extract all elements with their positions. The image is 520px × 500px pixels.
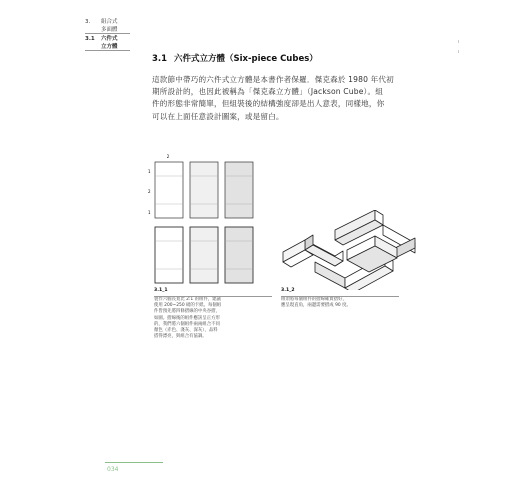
piece-white — [155, 162, 183, 218]
caption-line: 顏色（赤色、淺灰、深灰），品料 — [154, 328, 218, 334]
dimension-label-top: 2 — [166, 154, 170, 159]
toc-number: 3.1 — [85, 36, 95, 42]
body-line: 件的形態非常簡單，但組裝後的結構強度卻是出人意表，同樣地，你 — [152, 99, 385, 109]
caption-number: 3.1_1 — [154, 288, 168, 293]
figure-folded-pieces — [275, 210, 425, 290]
body-paragraph — [152, 74, 452, 123]
caption-rule — [281, 296, 399, 297]
dimension-label-left: 1 — [148, 210, 151, 215]
toc-divider — [85, 50, 130, 51]
caption-line: 製作六個長寬比 2:1 的組件，建議 — [154, 297, 221, 302]
edge-mark — [458, 50, 459, 53]
toc-label: 立方體 — [101, 44, 118, 50]
caption-line: 件皆預先將四條摺線的中央谷摺， — [154, 309, 220, 315]
caption-line: 組須將每個組件的摺線確實摺好， — [281, 297, 347, 302]
caption-text — [281, 297, 399, 309]
caption-line: 使用 200~250 磅的卡紙。每個組 — [154, 303, 222, 309]
folded-piece — [283, 235, 343, 267]
toc-label: 多面體 — [101, 27, 118, 33]
dimension-label-left: 2 — [148, 189, 151, 194]
section-heading — [152, 52, 318, 64]
toc-number: 3. — [85, 19, 91, 25]
toc-row-current — [85, 35, 130, 43]
caption-line: 如圖。摺線後的組件應該呈正方形 — [154, 315, 220, 321]
dimension-label-left: 1 — [148, 169, 151, 174]
page-number: 034 — [107, 466, 119, 473]
caption-rule — [154, 296, 272, 297]
caption-line: 的，我們將六個組件兩兩組合不同 — [154, 321, 220, 327]
chapter-toc — [85, 18, 130, 52]
toc-label: 組合式 — [101, 19, 118, 25]
caption-number: 3.1_2 — [281, 288, 295, 293]
figure-caption — [281, 288, 399, 309]
figure-six-pieces — [140, 150, 270, 295]
body-line: 這款節中帶巧的六件式立方體是本書作者保羅．傑克森於 1980 年代初 — [152, 75, 394, 84]
caption-line: 搭得漂亮，與組合有協調。 — [154, 334, 207, 340]
piece-light-gray — [190, 227, 218, 283]
piece-white — [155, 227, 183, 283]
figure-caption — [154, 288, 272, 340]
caption-text — [154, 297, 272, 340]
body-line: 可以在上面任意設計圖案，或是留白。 — [152, 111, 284, 121]
section-title: 六件式立方體（Six-piece Cubes） — [174, 54, 318, 64]
toc-row — [85, 18, 130, 26]
piece-gray — [225, 162, 253, 218]
section-number: 3.1 — [152, 54, 168, 64]
caption-line: 應呈現直角，兩邊需要摺成 90 度。 — [281, 303, 351, 309]
folio-rule — [105, 462, 163, 463]
body-line: 期所設計的，也因此被稱為「傑克森立方體」（Jackson Cube）。組 — [152, 87, 383, 97]
toc-label: 六件式 — [101, 36, 118, 42]
piece-light-gray — [190, 162, 218, 218]
edge-mark — [458, 40, 459, 43]
piece-gray — [225, 227, 253, 283]
toc-divider — [85, 33, 130, 34]
